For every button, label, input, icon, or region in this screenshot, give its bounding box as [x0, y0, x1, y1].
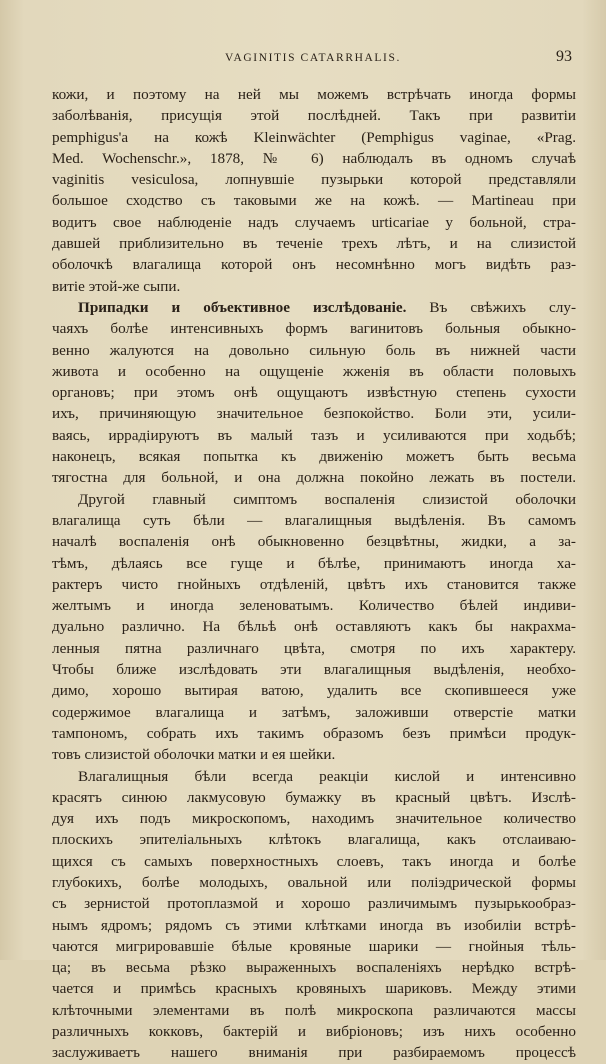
text-line: плоскихъ эпителіальныхъ клѣтокъ влагалища, какъ отслаиваю-: [52, 831, 576, 849]
text-line: органовъ; при этомъ онѣ ощущаютъ извѣстную степень сухости: [52, 384, 576, 402]
text-line: тягостна для больной, и она должна покойно лежать въ постели.: [52, 469, 576, 487]
section-heading: Припадки и объективное изслѣдованіе.: [78, 298, 407, 316]
text-line: содержимое влагалища и затѣмъ, заложивши отверстіе матки: [52, 703, 576, 721]
text-line: Влагалищныя бѣли всегда реакціи кислой и интенсивно: [78, 767, 576, 785]
text-line: венно жалуются на довольно сильную боль въ нижней части: [52, 341, 576, 359]
text-line: наконецъ, всякая попытка къ движенію можетъ быть весьма: [52, 448, 576, 466]
text-line: большое сходство съ таковыми же на кожѣ. — Martineau при: [52, 192, 576, 210]
text-line: кожи, и поэтому на ней мы можемъ встрѣчать иногда формы: [52, 86, 576, 103]
text-line: pemphigus'a на кожѣ Kleinwächter (Pemphigus vaginae, «Prag.: [52, 128, 576, 146]
page-header: [48, 48, 578, 68]
text-line: началѣ воспаленія онѣ обыкновенно безцвѣтны, жидки, а за-: [52, 533, 576, 551]
text-line: витіе этой-же сыпи.: [52, 277, 181, 295]
text-line: димо, хорошо вытирая ватою, удалить все скопившееся уже: [52, 682, 576, 700]
text-line: тампономъ, собрать ихъ такимъ образомъ безъ примѣси продук-: [52, 724, 576, 742]
text-line: чаяхъ болѣе интенсивныхъ формъ вагинитовъ больныя обыкно-: [52, 320, 576, 338]
text-line: заслуживаетъ нашего вниманія при разбираемомъ процессѣ: [52, 1044, 576, 1062]
running-title: VAGINITIS CATARRHALIS.: [225, 52, 401, 64]
section-heading-line: Припадки и объективное изслѣдованіе. Въ свѣжихъ слу-: [78, 298, 577, 316]
text-line: влагалища суть бѣли — влагалищныя выдѣленія. Въ самомъ: [52, 511, 576, 529]
page-number: 93: [556, 48, 572, 65]
text-line: различныхъ кокковъ, бактерій и вибріоновъ; изъ нихъ особенно: [52, 1023, 576, 1041]
text-line: водитъ свое наблюденіе надъ случаемъ urticariae у больной, стра-: [52, 213, 576, 231]
text-line: чаются мигрировавшіе бѣлые кровяные шарики — гнойныя тѣль-: [52, 937, 576, 955]
text-line: красятъ синюю лакмусовую бумажку въ красный цвѣтъ. Изслѣ-: [52, 788, 576, 806]
text-line: съ зернистой протоплазмой и хорошо различимымъ пузырькообраз-: [52, 895, 576, 913]
text-line: ихъ, причиняющую значительное безпокойство. Боли эти, усили-: [52, 405, 576, 423]
text-line: Чтобы ближе изслѣдовать эти влагалищныя выдѣленія, необхо-: [52, 661, 576, 679]
text-line: глубокихъ, болѣе молодыхъ, овальной или поліэдрической формы: [52, 873, 576, 891]
text-line: клѣточными элементами въ полѣ микроскопа различаются массы: [52, 1001, 576, 1019]
text-line: товъ слизистой оболочки матки и ея шейки.: [52, 746, 336, 764]
text-line: нымъ ядромъ; рядомъ съ этими клѣтками иногда въ изобиліи встрѣ-: [52, 916, 576, 934]
text-line: Med. Wochenschr.», 1878, № 6) наблюдалъ въ одномъ случаѣ: [52, 149, 576, 167]
text-line: дуя ихъ подъ микроскопомъ, находимъ значительное количество: [52, 810, 576, 828]
body-text: [52, 84, 576, 1064]
text-line: рактеръ чисто гнойныхъ отдѣленій, цвѣтъ ихъ становится также: [52, 575, 576, 593]
text-line: ленныя пятна различнаго цвѣта, смотря по ихъ характеру.: [52, 639, 576, 657]
text-line: дуально различно. На бѣльѣ онѣ оставляютъ какъ бы накрахма-: [52, 618, 576, 636]
text-line: ца; въ весьма рѣзко выраженныхъ воспаленіяхъ нерѣдко встрѣ-: [52, 959, 576, 977]
text-line: ваясь, иррадіируютъ въ малый тазъ и усиливаются при ходьбѣ;: [52, 426, 576, 444]
text-line: живота и особенно на ощущеніе жженія въ области половыхъ: [52, 362, 576, 380]
text-line: оболочкѣ влагалища которой онъ несомнѣнно могъ видѣть раз-: [52, 256, 576, 274]
text-line: давшей приблизительно въ теченіе трехъ лѣтъ, и на слизистой: [52, 235, 576, 253]
text-line: Другой главный симптомъ воспаленія слизистой оболочки: [78, 490, 576, 508]
text-line: чается и примѣсь красныхъ кровяныхъ шариковъ. Между этими: [52, 980, 576, 998]
text-line: щихся съ самыхъ поверхностныхъ слоевъ, такъ иногда и болѣе: [52, 852, 576, 870]
text-line: тѣмъ, дѣлаясь все гуще и бѣлѣе, принимаютъ иногда ха-: [52, 554, 576, 572]
text-line: желтымъ и иногда зеленоватымъ. Количество бѣлей индиви-: [52, 597, 576, 615]
text-line: заболѣванія, присущія этой послѣдней. Такъ при развитіи: [52, 107, 576, 125]
text-line: vaginitis vesiculosa, лопнувшіе пузырьки которой представляли: [52, 171, 576, 189]
